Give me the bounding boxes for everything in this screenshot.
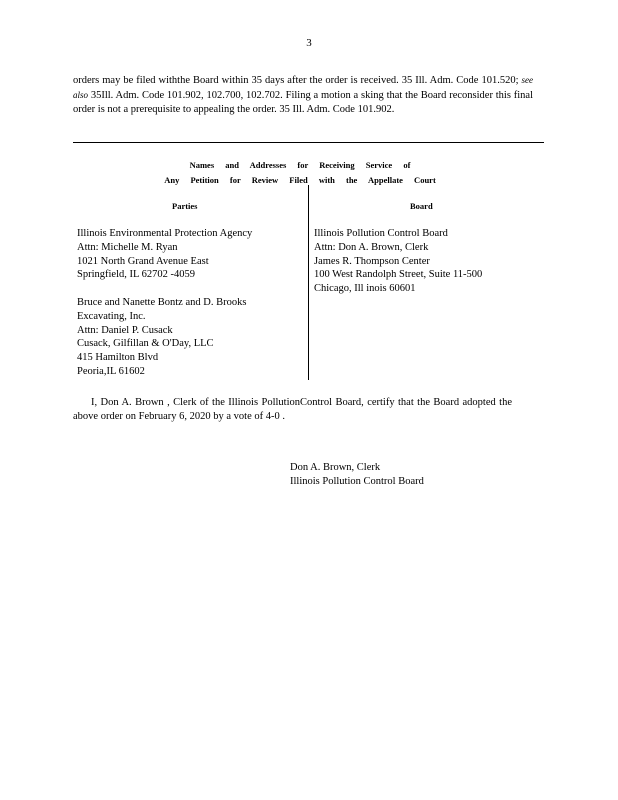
address-line: Attn: Don A. Brown, Clerk	[314, 241, 429, 253]
board-address	[314, 227, 482, 296]
signature-block	[290, 461, 424, 489]
parties-column-label: Parties	[172, 201, 198, 211]
address-line: Chicago, Ill inois 60601	[314, 283, 416, 295]
appeal-paragraph	[73, 73, 533, 118]
service-heading-line2: Any Petition for Review Filed with the Appellate Court	[164, 175, 436, 185]
column-divider	[308, 185, 309, 380]
address-line: Cusack, Gilfillan & O'Day, LLC	[77, 338, 214, 350]
party-address-iepa	[77, 227, 252, 282]
address-line: Illinois Environmental Protection Agency	[77, 228, 253, 239]
appeal-paragraph-lead: orders may be filed withthe Board within 35 days after the order is received. 35 Ill. Adm. Code 101.520;	[73, 75, 522, 86]
address-line: Attn: Michelle M. Ryan	[77, 241, 178, 253]
signature-organization: Illinois Pollution Control Board	[290, 476, 424, 487]
see-also-signal: see also	[73, 75, 533, 101]
address-line: Springfield, IL 62702 -4059	[77, 269, 196, 281]
address-line: 415 Hamilton Blvd	[77, 352, 159, 364]
service-list-heading	[150, 158, 450, 188]
address-line: 100 West Randolph Street, Suite 11-500	[314, 269, 483, 281]
page-number: 3	[306, 37, 312, 49]
address-line: Attn: Daniel P. Cusack	[77, 324, 173, 336]
address-line: Excavating, Inc.	[77, 310, 146, 322]
address-line: Illinois Pollution Control Board	[314, 228, 448, 239]
appeal-paragraph-rest: 35Ill. Adm. Code 101.902, 102.700, 102.702. Filing a motion a sking that the Board reconsider this final order is not a prerequisite to appealing the order. 35 Ill. Adm. Code 101.902.	[73, 90, 533, 116]
address-line: James R. Thompson Center	[314, 255, 430, 267]
address-line: Bruce and Nanette Bontz and D. Brooks	[77, 297, 247, 308]
board-column-label: Board	[410, 201, 433, 211]
service-heading-line1: Names and Addresses for Receiving Service of	[189, 160, 411, 170]
address-line: 1021 North Grand Avenue East	[77, 255, 209, 267]
address-line: Peoria,IL 61602	[77, 365, 145, 377]
signature-name: Don A. Brown, Clerk	[290, 462, 381, 473]
party-address-bontz	[77, 296, 246, 379]
clerk-certification: I, Don A. Brown , Clerk of the Illinois PollutionControl Board, certify that the Board adopted the above order on February 6, 2020 by a vote of 4-0 .	[73, 397, 512, 423]
horizontal-rule	[73, 142, 544, 143]
